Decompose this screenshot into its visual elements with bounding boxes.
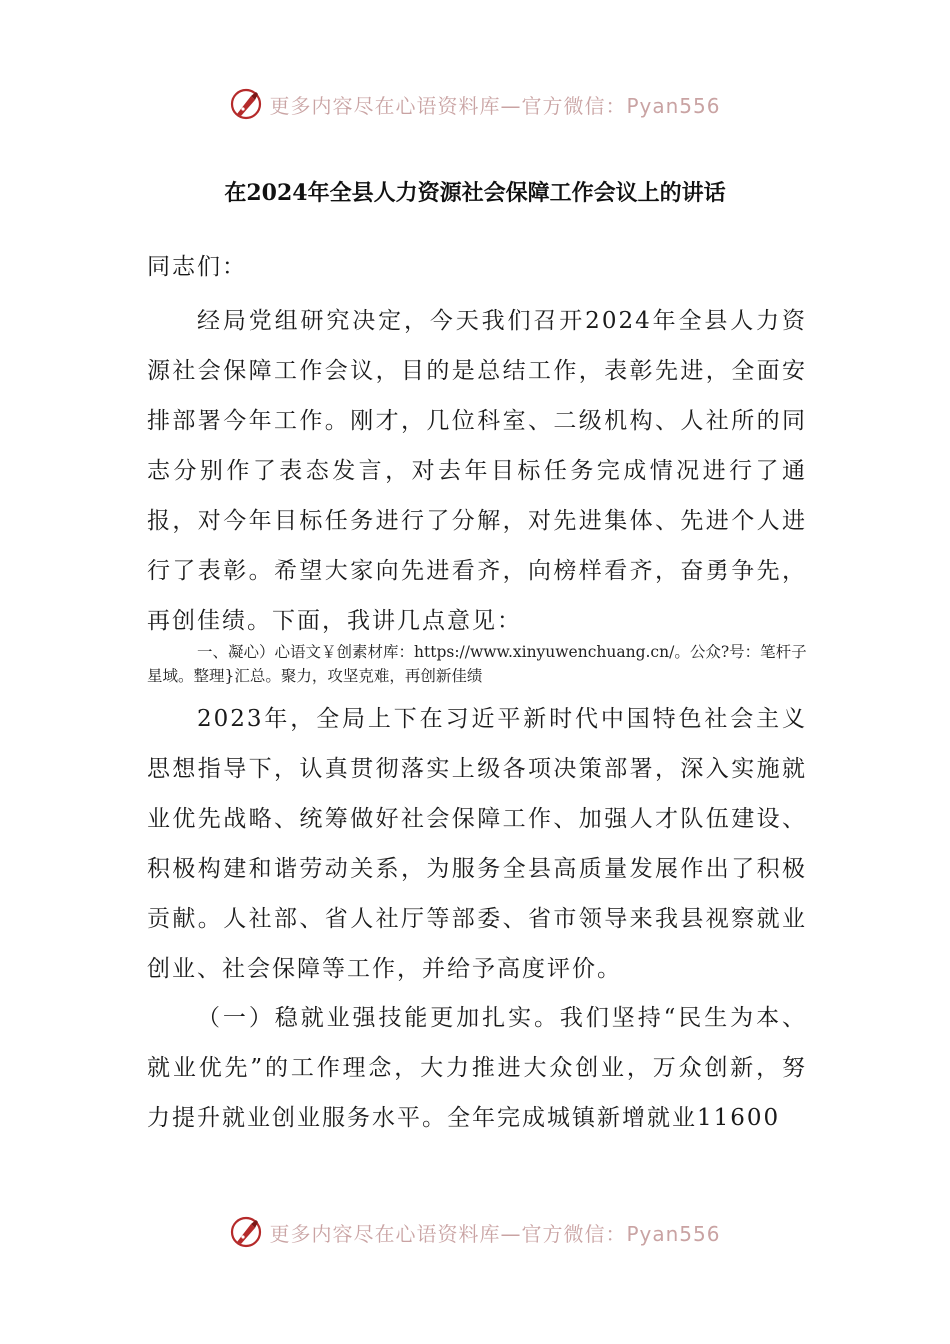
pen-nib-logo-icon [229, 1215, 263, 1249]
footer-banner [0, 1212, 950, 1252]
footer-banner-text: 更多内容尽在心语资料库—官方微信：Pyan556 [269, 1221, 721, 1246]
paragraph-intro: 经局党组研究决定，今天我们召开2024年全县人力资源社会保障工作会议，目的是总结工作，表彰先进，全面安排部署今年工作。刚才，几位科室、二级机构、人社所的同志分别作了表态发言，对去年目标任务完成情况进行了通报，对今年目标任务进行了分解，对先进集体、先进个人进行了表彰。希望大家向先进看齐，向榜样看齐，奋勇争先，再创佳绩。下面，我讲几点意见： [147, 308, 807, 634]
greeting: 同志们： [147, 254, 247, 280]
header-banner [0, 84, 950, 124]
paragraph-employment: （一）稳就业强技能更加扎实。我们坚持“民生为本、就业优先”的工作理念，大力推进大众创业，万众创新，努力提升就业创业服务水平。全年完成城镇新增就业11600 [147, 1005, 807, 1131]
section-heading-note: 一、凝心）心语文￥创素材库：https://www.xinyuwenchuang.cn/。公众?号：笔杆子星域。整理}汇总。聚力，攻坚克难，再创新佳绩 [147, 643, 807, 685]
header-banner-text: 更多内容尽在心语资料库—官方微信：Pyan556 [269, 93, 721, 118]
paragraph-summary: 2023年，全局上下在习近平新时代中国特色社会主义思想指导下，认真贯彻落实上级各项决策部署，深入实施就业优先战略、统筹做好社会保障工作、加强人才队伍建设、积极构建和谐劳动关系，为服务全县高质量发展作出了积极贡献。人社部、省人社厅等部委、省市领导来我县视察就业创业、社会保障等工作，并给予高度评价。 [147, 706, 807, 982]
document-title: 在2024年全县人力资源社会保障工作会议上的讲话 [224, 180, 726, 206]
pen-nib-logo-icon [229, 87, 263, 121]
